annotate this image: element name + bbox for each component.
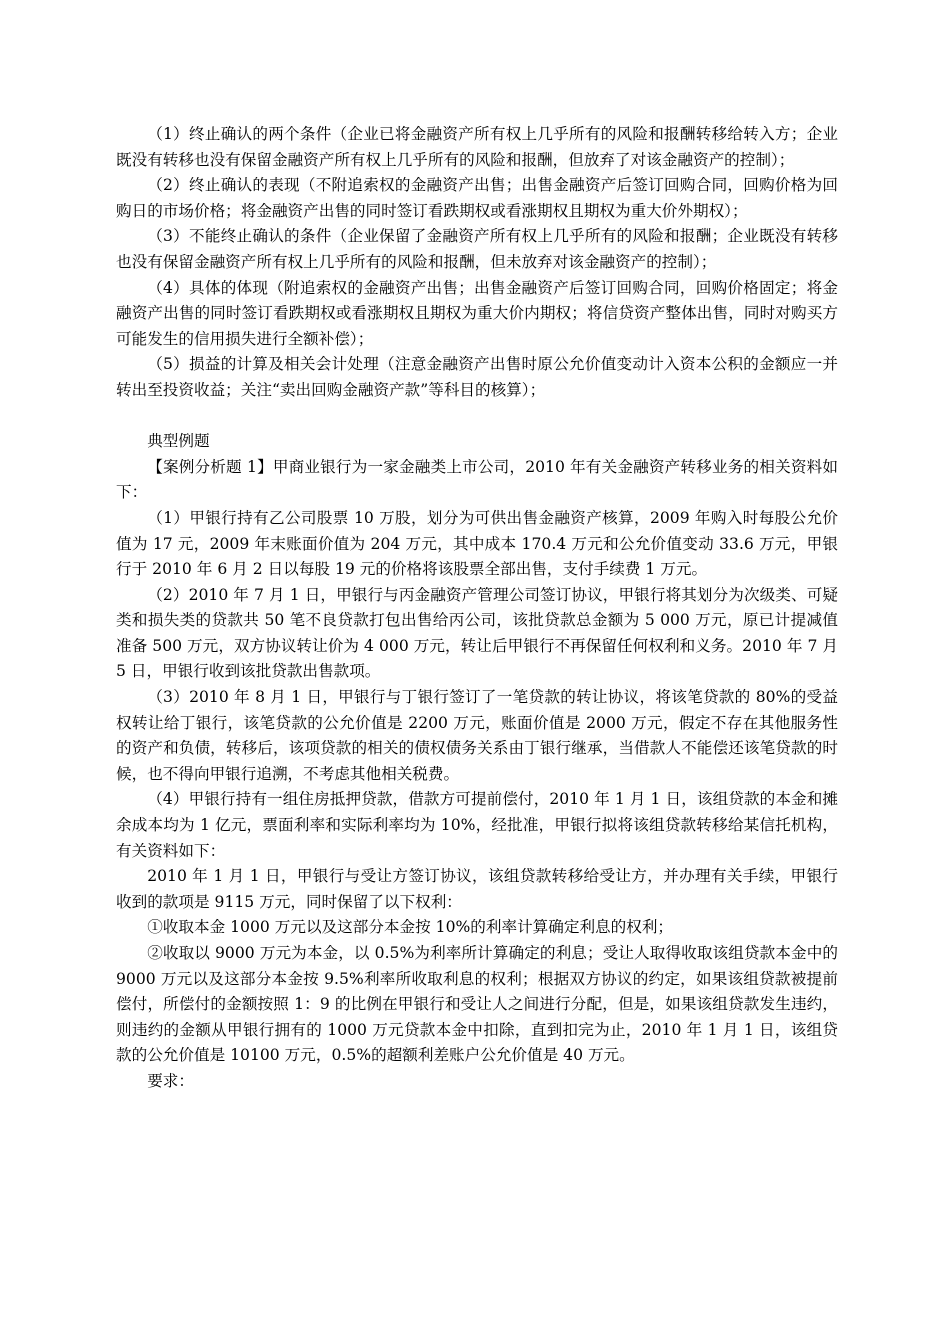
- paragraph: （4）具体的体现（附追索权的金融资产出售；出售金融资产后签订回购合同，回购价格固定；将金融资产出售的同时签订看跌期权或看涨期权且期权为重大价内期权；将信贷资产整体出售，同时对购买方可能发生的信用损失进行全额补偿）；: [116, 278, 838, 348]
- paragraph: （5）损益的计算及相关会计处理（注意金融资产出售时原公允价值变动计入资本公积的金额应一并转出至投资收益；关注“卖出回购金融资产款”等科目的核算）；: [116, 355, 838, 399]
- paragraph: 【案例分析题 1】甲商业银行为一家金融类上市公司，2010 年有关金融资产转移业务的相关资料如下：: [116, 457, 838, 502]
- paragraph: ①收取本金 1000 万元以及这部分本金按 10%的利率计算确定利息的权利；: [147, 918, 674, 937]
- paragraph: （3）2010 年 8 月 1 日，甲银行与丁银行签订了一笔贷款的转让协议，将该笔贷款的 80%的受益权转让给丁银行，该笔贷款的公允价值是 2200 万元，账面价值是 2000 万元，假定不存在其他服务性的资产和负债，转移后，该项贷款的相关的债权债务关系由丁银行继承，当借款人不能偿还该笔贷款的时候，也不得向甲银行追溯，不考虑其他相关税费。: [116, 688, 838, 783]
- paragraph: 要求：: [147, 1071, 194, 1090]
- paragraph: 2010 年 1 月 1 日，甲银行与受让方签订协议，该组贷款转移给受让方，并办理有关手续，甲银行收到的款项是 9115 万元，同时保留了以下权利：: [116, 867, 838, 911]
- paragraph: （1）终止确认的两个条件（企业已将金融资产所有权上几乎所有的风险和报酬转移给转入方；企业既没有转移也没有保留金融资产所有权上几乎所有的风险和报酬，但放弃了对该金融资产的控制）；: [116, 125, 838, 169]
- paragraph: （1）甲银行持有乙公司股票 10 万股，划分为可供出售金融资产核算，2009 年购入时每股公允价值为 17 元，2009 年末账面价值为 204 万元，其中成本 170.4 万元和公允价值变动 33.6 万元，甲银行于 2010 年 6 月 2 日以每股 19 元的价格将该股票全部出售，支付手续费 1 万元。: [116, 508, 838, 579]
- paragraph: （3）不能终止确认的条件（企业保留了金融资产所有权上几乎所有的风险和报酬；企业既没有转移也没有保留金融资产所有权上几乎所有的风险和报酬，但未放弃对该金融资产的控制）；: [116, 227, 838, 271]
- paragraph: （4）甲银行持有一组住房抵押贷款，借款方可提前偿付，2010 年 1 月 1 日，该组贷款的本金和摊余成本均为 1 亿元，票面利率和实际利率均为 10%，经批准，甲银行拟将该组贷款转移给某信托机构，有关资料如下：: [116, 790, 838, 860]
- document-body: [116, 122, 838, 1095]
- paragraph: （2）2010 年 7 月 1 日，甲银行与丙金融资产管理公司签订协议，甲银行将其划分为次级类、可疑类和损失类的贷款共 50 笔不良贷款打包出售给丙公司，该批贷款总金额为 5 000 万元，原已计提减值准备 500 万元，双方协议转让价为 4 000 万元，转让后甲银行不再保留任何权利和义务。2010 年 7 月 5 日，甲银行收到该批贷款出售款项。: [116, 585, 838, 681]
- blank-line: [116, 404, 838, 430]
- paragraph: （2）终止确认的表现（不附追索权的金融资产出售；出售金融资产后签订回购合同，回购价格为回购日的市场价格；将金融资产出售的同时签订看跌期权或看涨期权且期权为重大价外期权）；: [116, 176, 838, 220]
- paragraph: ②收取以 9000 万元为本金，以 0.5%为利率所计算确定的利息；受让人取得收取该组贷款本金中的 9000 万元以及这部分本金按 9.5%利率所收取利息的权利；根据双方协议的约定，如果该组贷款被提前偿付，所偿付的金额按照 1：9 的比例在甲银行和受让人之间进行分配，但是，如果该组贷款发生违约，则违约的金额从甲银行拥有的 1000 万元贷款本金中扣除，直到扣完为止，2010 年 1 月 1 日，该组贷款的公允价值是 10100 万元，0.5%的超额利差账户公允价值是 40 万元。: [116, 944, 838, 1065]
- section-heading: 典型例题: [147, 432, 210, 451]
